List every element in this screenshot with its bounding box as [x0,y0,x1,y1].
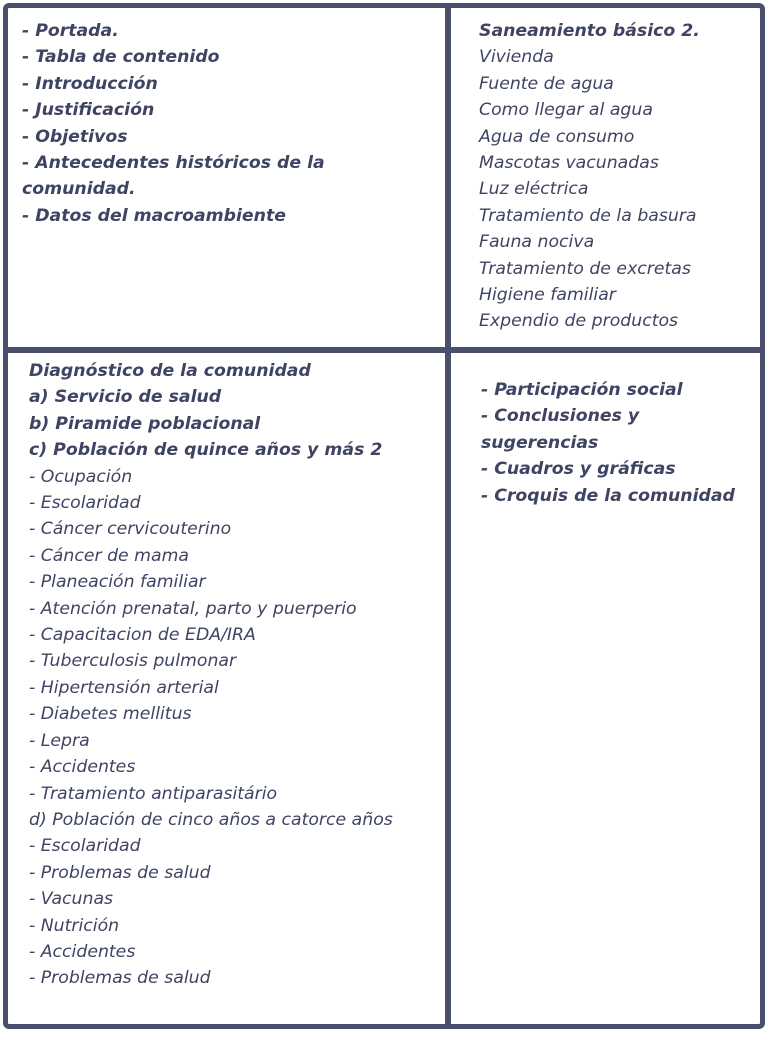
list-item: - Tabla de contenido [22,47,220,68]
list-item: Fuente de agua [479,73,614,94]
list-item: - Tuberculosis pulmonar [29,651,237,672]
list-item: - Croquis de la comunidad [481,485,735,506]
top-right-cell [479,18,761,335]
subsection-heading: c) Población de quince años y más 2 [29,440,383,461]
list-item: - Cáncer cervicouterino [29,519,232,540]
list-item: - Accidentes [29,941,136,962]
list-item: - Portada. [22,21,119,41]
top-left-cell [22,18,440,229]
subsection-heading: b) Piramide poblacional [29,413,261,434]
subsection-heading: d) Población de cinco años a catorce años [29,809,393,830]
vertical-divider [445,8,451,1028]
list-item: - Nutrición [29,915,120,936]
list-item: - Participación social [481,380,683,400]
list-item: - Justificación [22,100,155,121]
list-item: Luz eléctrica [479,179,589,200]
list-item: - Escolaridad [29,836,141,857]
list-item: - Planeación familiar [29,572,206,593]
list-item: Tratamiento de excretas [479,258,691,279]
list-item: Agua de consumo [479,126,635,147]
bottom-left-cell [29,358,439,992]
list-item: Vivienda [479,47,554,68]
list-item: - Hipertensión arterial [29,677,219,698]
list-item: Como llegar al agua [479,100,653,121]
list-item: - Antecedentes históricos de la comunidad. [22,153,325,200]
list-item: - Introducción [22,73,158,94]
list-item: Expendio de productos [479,311,679,332]
section-heading: Saneamiento básico 2. [479,21,700,41]
list-item: Tratamiento de la basura [479,205,697,226]
list-item: - Cáncer de mama [29,545,190,566]
list-item: - Tratamiento antiparasitário [29,783,278,804]
list-item: - Atención prenatal, parto y puerperio [29,598,357,619]
list-item: - Problemas de salud [29,968,211,989]
table-frame [3,3,765,1029]
list-item: - Conclusiones y sugerencias [481,406,640,453]
list-item: Fauna nociva [479,232,595,253]
list-item: - Datos del macroambiente [22,205,286,226]
list-item: - Lepra [29,730,90,751]
list-item: - Cuadros y gráficas [481,459,676,480]
list-item: - Objetivos [22,126,128,147]
list-item: - Problemas de salud [29,862,211,883]
subsection-heading: a) Servicio de salud [29,387,222,408]
list-item: - Capacitacion de EDA/IRA [29,625,256,646]
list-item: - Escolaridad [29,493,141,514]
section-heading: Diagnóstico de la comunidad [29,361,311,381]
list-item: - Ocupación [29,466,133,487]
list-item: Mascotas vacunadas [479,153,659,174]
list-item: - Vacunas [29,889,114,910]
list-item: - Diabetes mellitus [29,704,192,725]
bottom-right-cell [481,377,751,509]
list-item: - Accidentes [29,757,136,778]
list-item: Higiene familiar [479,285,616,306]
horizontal-divider [8,347,760,353]
